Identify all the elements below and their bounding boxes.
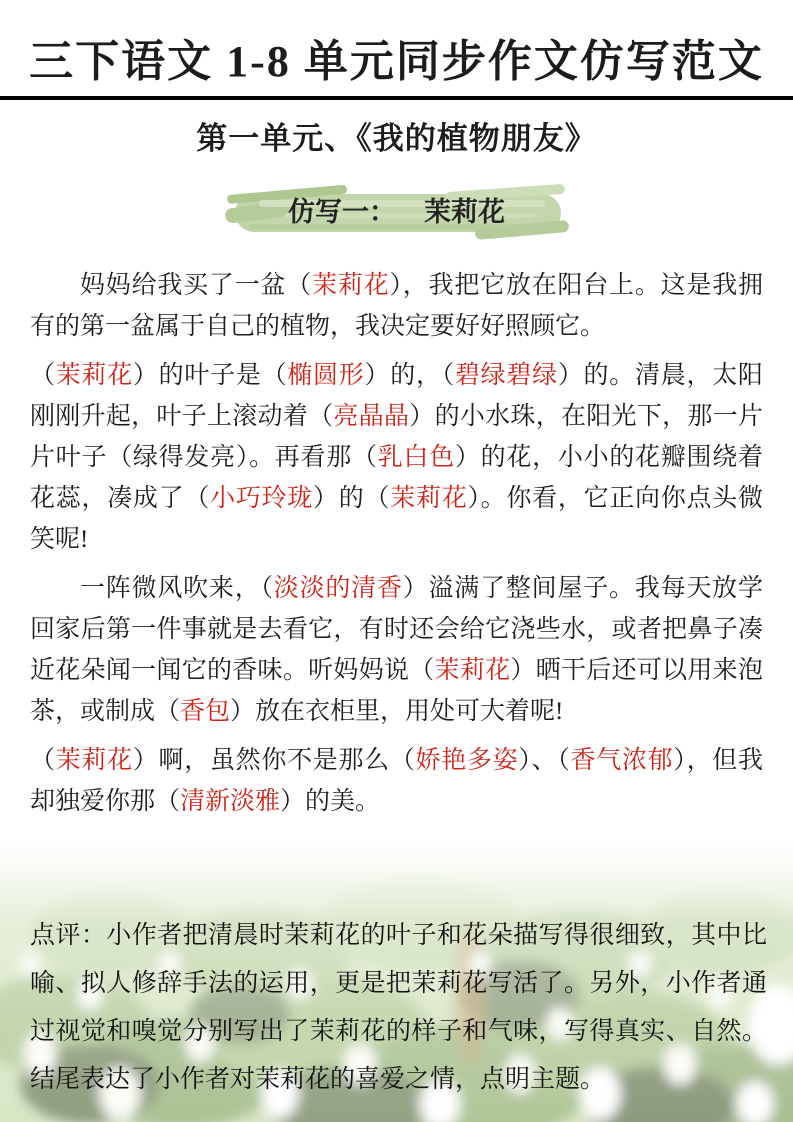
title-divider xyxy=(0,96,793,100)
essay-paragraph xyxy=(30,355,763,560)
text-segment: ）的美。 xyxy=(280,788,381,815)
text-segment: ）的（ xyxy=(313,485,391,512)
banner-label: 仿写一： xyxy=(288,197,396,227)
text-segment: ）的花，小小的花瓣围绕着花蕊，凑成了（ xyxy=(30,444,763,512)
document-title: 三下语文 1-8 单元同步作文仿写范文 xyxy=(29,37,764,86)
fill-in-word: 椭圆形 xyxy=(287,362,365,389)
essay-body xyxy=(30,265,763,822)
fill-in-word: 碧绿碧绿 xyxy=(454,362,558,389)
text-segment: ）溢满了整间屋子。我每天放学回家后第一件事就是去看它，有时还会给它浇些水，或者把鼻子凑近花朵闻一闻它的香味。听妈妈说（ xyxy=(30,575,763,684)
fill-in-word: 娇艳多姿 xyxy=(415,747,519,774)
fill-in-word: 亮晶晶 xyxy=(333,403,410,430)
essay-paragraph xyxy=(30,568,763,732)
essay-paragraph xyxy=(30,265,763,347)
text-segment: （ xyxy=(30,747,56,774)
text-segment: （ xyxy=(30,362,56,389)
text-segment: ）啊，虽然你不是那么（ xyxy=(132,747,416,774)
fill-in-word: 香气浓郁 xyxy=(570,747,674,774)
text-segment: 妈妈给我买了一盆（ xyxy=(80,272,313,299)
essay-paragraph xyxy=(30,740,763,822)
text-segment: ）晒干后还可以用来泡茶，或制成（ xyxy=(30,657,763,725)
text-segment: ），我把它放在阳台上。这是我拥有的第一盆属于自己的植物，我决定要好好照顾它。 xyxy=(30,272,763,340)
fill-in-word: 茉莉花 xyxy=(55,747,133,774)
text-segment: ）的。清晨，太阳刚刚升起，叶子上滚动着（ xyxy=(30,362,763,430)
fill-in-word: 茉莉花 xyxy=(55,362,133,389)
fill-in-word: 香包 xyxy=(180,698,231,725)
section-banner xyxy=(225,180,569,244)
banner-topic: 茉莉花 xyxy=(424,197,505,227)
fill-in-word: 茉莉花 xyxy=(434,657,511,684)
fill-in-word: 乳白色 xyxy=(377,444,455,471)
text-segment: ）的，（ xyxy=(364,362,455,389)
text-segment: ）放在衣柜里，用处可大着呢! xyxy=(230,698,564,725)
text-segment: ）的小水珠，在阳光下，那一片片叶子（绿得发亮）。再看那（ xyxy=(30,403,763,471)
jasmine-photo-section xyxy=(0,844,793,1122)
fill-in-word: 小巧玲珑 xyxy=(210,485,314,512)
text-segment: ）。你看，它正向你点头微笑呢! xyxy=(30,485,763,553)
text-segment: ）的叶子是（ xyxy=(132,362,288,389)
text-segment: 一阵微风吹来，（ xyxy=(80,575,274,602)
fill-in-word: 茉莉花 xyxy=(390,485,468,512)
text-segment: ），但我却独爱你那（ xyxy=(30,747,763,815)
fill-in-word: 清新淡雅 xyxy=(180,788,281,815)
teacher-comment: 点评：小作者把清晨时茉莉花的叶子和花朵描写得很细致，其中比喻、拟人修辞手法的运用，更是把茉莉花写活了。另外，小作者通过视觉和嗅觉分别写出了茉莉花的样子和气味，写得真实、自然。结尾表达了小作者对茉莉花的喜爱之情，点明主题。 xyxy=(30,922,767,1093)
text-segment: ）、（ xyxy=(518,747,571,774)
unit-subtitle: 第一单元、《我的植物朋友》 xyxy=(196,121,597,156)
banner-title xyxy=(225,180,569,244)
fill-in-word: 茉莉花 xyxy=(312,272,390,299)
fill-in-word: 淡淡的清香 xyxy=(273,575,403,602)
